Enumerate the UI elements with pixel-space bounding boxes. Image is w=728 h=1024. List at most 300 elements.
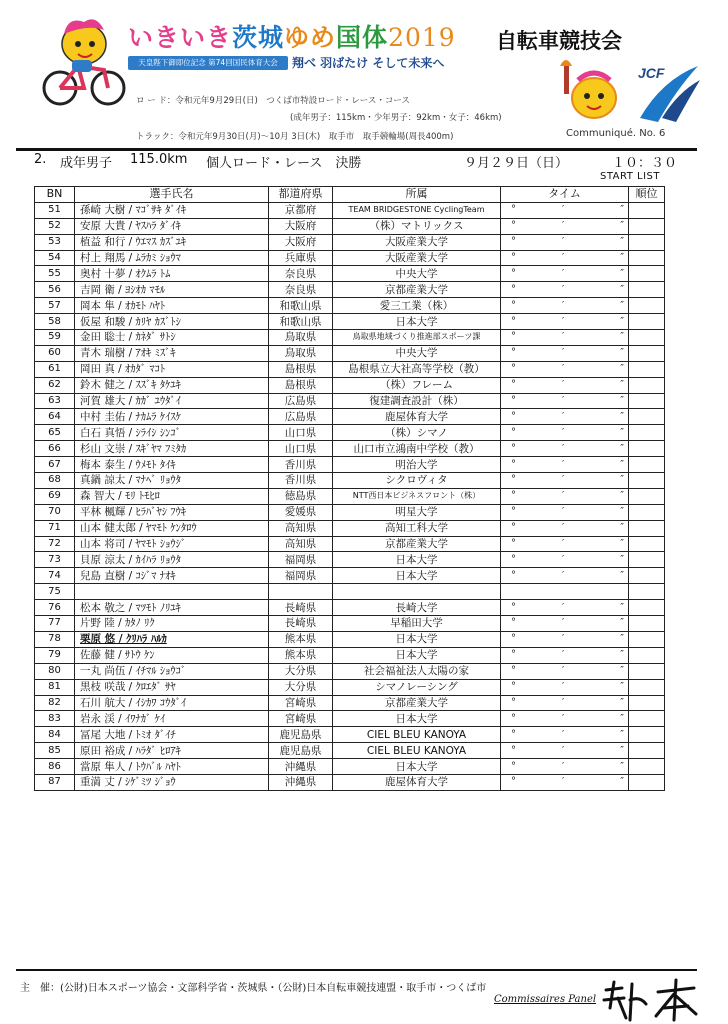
time-mark: ″ [620,410,625,422]
table-row [35,631,665,647]
column-header-name: 選手氏名 [75,187,269,203]
cell-affiliation [333,584,501,600]
cell-name [75,759,269,775]
cell-rank [629,616,665,632]
rider-name: 村上 翔馬 / ﾑﾗｶﾐ ｼｮｳﾏ [80,252,181,264]
cell-prefecture: 鳥取県 [269,330,333,346]
cell-affiliation: 明治大学 [333,457,501,473]
logo-title-part-4: 国体 [336,23,389,52]
cell-rank [629,743,665,759]
table-row [35,584,665,600]
table-row [35,727,665,743]
table-row [35,520,665,536]
rider-name: 兒島 直樹 / ｺｼﾞﾏ ﾅｵｷ [80,569,176,582]
cell-time [501,457,629,473]
cell-time [501,552,629,568]
cell-affiliation: シマノレーシング [333,679,501,695]
cell-prefecture: 徳島県 [269,488,333,504]
cell-prefecture: 宮崎県 [269,695,333,711]
time-mark: ′ [562,283,565,295]
time-mark: ° [511,649,516,661]
time-mark: ° [511,236,516,248]
cell-bn: 79 [35,647,75,663]
cell-prefecture: 鹿児島県 [269,727,333,743]
logo-title [128,18,456,54]
rider-name: 仮屋 和駿 / ｶﾘﾔ ｶｽﾞﾄｼ [80,315,181,328]
time-mark: ′ [562,665,565,677]
logo-banner: 天皇陛下御即位記念 第74回国民体育大会 [128,56,288,70]
cell-rank [629,520,665,536]
cell-time [501,679,629,695]
cell-prefecture: 和歌山県 [269,314,333,330]
cell-name [75,552,269,568]
table-row [35,600,665,616]
cell-name [75,457,269,473]
cell-name [75,568,269,584]
header-divider [16,148,697,151]
time-mark: ′ [562,204,565,216]
cell-bn: 73 [35,552,75,568]
cell-time [501,647,629,663]
cell-name [75,441,269,457]
cell-name [75,504,269,520]
cell-rank [629,727,665,743]
race-event: 個人ロード・レース 決勝 [206,156,362,171]
time-mark: ′ [562,506,565,518]
time-mark: ° [511,522,516,534]
cell-time [501,377,629,393]
time-mark: ° [511,426,516,438]
table-row [35,266,665,282]
time-mark: ° [511,331,516,343]
cell-name [75,727,269,743]
cell-bn: 54 [35,250,75,266]
cell-time [501,568,629,584]
cell-rank [629,695,665,711]
cell-name [75,282,269,298]
cell-time [501,250,629,266]
time-mark: ′ [562,426,565,438]
cell-rank [629,345,665,361]
race-time: １０：３０ [612,156,678,171]
cell-rank [629,679,665,695]
cell-name [75,600,269,616]
rider-name: 佐藤 健 / ｻﾄｳ ｹﾝ [80,649,155,662]
cell-name [75,377,269,393]
cell-prefecture: 和歌山県 [269,298,333,314]
cell-prefecture: 鳥取県 [269,345,333,361]
time-mark: ″ [620,617,625,629]
time-mark: ° [511,696,516,708]
cell-time [501,409,629,425]
time-mark: ′ [562,522,565,534]
rider-name: 冨尾 大地 / ﾄﾐｵ ﾀﾞｲﾁ [80,728,176,741]
time-mark: ° [511,410,516,422]
column-header-time: タイム [501,187,629,203]
cell-time [501,727,629,743]
time-mark: ″ [620,569,625,581]
cell-rank [629,473,665,489]
table-row [35,647,665,663]
table-row [35,218,665,234]
rider-name: 貝原 涼太 / ｶｲﾊﾗ ﾘｮｳﾀ [80,553,181,566]
cell-bn: 55 [35,266,75,282]
cell-affiliation: 社会福祉法人太陽の家 [333,663,501,679]
cell-prefecture: 山口県 [269,441,333,457]
cell-affiliation: 早稲田大学 [333,616,501,632]
time-mark: ′ [562,712,565,724]
cell-bn: 81 [35,679,75,695]
cell-bn: 58 [35,314,75,330]
cell-affiliation: 日本大学 [333,647,501,663]
table-row [35,409,665,425]
column-header-affiliation: 所属 [333,187,501,203]
time-mark: ′ [562,696,565,708]
cell-affiliation: 高知工科大学 [333,520,501,536]
cell-name [75,520,269,536]
table-row [35,345,665,361]
cell-bn: 72 [35,536,75,552]
time-mark: ′ [562,252,565,263]
table-header-row [35,187,665,203]
cell-prefecture: 熊本県 [269,647,333,663]
time-mark: ° [511,299,516,311]
time-mark: ° [511,538,516,550]
cell-bn: 83 [35,711,75,727]
time-mark: ′ [562,744,565,756]
time-mark: ″ [620,633,625,645]
mascot-cyclist-illustration [38,14,130,110]
time-mark: ″ [620,681,625,693]
cell-time [501,663,629,679]
cell-rank [629,488,665,504]
cell-affiliation: 大阪産業大学 [333,250,501,266]
rider-name: 黒枝 咲哉 / ｸﾛｴﾀﾞ ｻﾔ [80,681,176,694]
cell-bn: 53 [35,234,75,250]
time-mark: ′ [562,379,565,391]
table-row [35,473,665,489]
cell-prefecture: 大阪府 [269,234,333,250]
cell-rank [629,202,665,218]
cell-bn: 77 [35,616,75,632]
rider-name: 青木 瑞樹 / ｱｵｷ ﾐｽﾞｷ [80,347,176,360]
cell-bn: 65 [35,425,75,441]
cell-affiliation: 鹿屋体育大学 [333,409,501,425]
rider-name: 真鍋 諒太 / ﾏﾅﾍﾞ ﾘｮｳﾀ [80,474,181,487]
logo-year: 2019 [388,23,456,52]
table-row [35,361,665,377]
cell-bn: 56 [35,282,75,298]
race-title-line [34,152,704,170]
time-mark: ° [511,220,516,232]
cell-rank [629,568,665,584]
cell-time [501,441,629,457]
cell-rank [629,536,665,552]
table-row [35,250,665,266]
rider-name: 植益 和行 / ｳｴﾏｽ ｶｽﾞﾕｷ [80,236,187,249]
time-mark: ° [511,204,516,216]
cell-name [75,631,269,647]
time-mark: ″ [620,267,625,279]
cell-name [75,345,269,361]
time-mark: ″ [620,236,625,248]
time-mark: ′ [562,267,565,279]
cell-affiliation: 京都産業大学 [333,695,501,711]
table-row [35,774,665,790]
cell-name [75,695,269,711]
cell-time [501,473,629,489]
time-mark: ° [511,776,516,788]
cell-bn: 76 [35,600,75,616]
cell-bn: 62 [35,377,75,393]
cell-prefecture: 福岡県 [269,568,333,584]
time-mark: ″ [620,315,625,327]
rider-name: 松本 敬之 / ﾏﾂﾓﾄ ﾉﾘﾕｷ [80,601,181,614]
cell-rank [629,298,665,314]
cell-prefecture: 大分県 [269,663,333,679]
time-mark: ′ [562,363,565,375]
cell-name [75,409,269,425]
cell-time [501,743,629,759]
cell-rank [629,711,665,727]
cell-name [75,330,269,346]
cell-time [501,759,629,775]
cell-rank [629,282,665,298]
cell-time [501,345,629,361]
rider-name: 岩永 渓 / ｲﾜﾅｶﾞ ｹｲ [80,712,166,725]
cell-prefecture: 広島県 [269,409,333,425]
cell-bn: 60 [35,345,75,361]
rider-name: 河賀 雄大 / ｶｶﾞ ﾕｳﾀﾞｲ [80,395,181,408]
time-mark: ″ [620,760,625,772]
column-header-rank: 順位 [629,187,665,203]
table-row [35,393,665,409]
cell-name [75,647,269,663]
cell-affiliation: （株）シマノ [333,425,501,441]
rider-name: 原田 裕成 / ﾊﾗﾀﾞ ﾋﾛｱｷ [80,744,181,757]
table-row [35,282,665,298]
cell-affiliation: シクロヴィタ [333,473,501,489]
time-mark: ″ [620,331,625,343]
time-mark: ′ [562,633,565,645]
race-date: ９月２９日（日） [464,156,569,171]
cell-time [501,393,629,409]
footer-divider [16,969,697,971]
jcf-logo [632,60,702,126]
rider-name: 山本 将司 / ﾔﾏﾓﾄ ｼｮｳｼﾞ [80,538,187,551]
time-mark: ″ [620,696,625,708]
cell-time [501,282,629,298]
time-mark: ° [511,712,516,724]
cell-bn: 75 [35,584,75,600]
logo-slogan: 翔べ 羽ばたけ そして未来へ [292,56,445,70]
cell-affiliation: 日本大学 [333,759,501,775]
cell-affiliation: 大阪産業大学 [333,234,501,250]
time-mark: ° [511,665,516,677]
time-mark: ° [511,267,516,279]
cell-time [501,600,629,616]
handwritten-signature [596,978,708,1024]
cell-time [501,234,629,250]
cell-bn: 61 [35,361,75,377]
cell-time [501,218,629,234]
time-mark: ′ [562,569,565,581]
start-list-body [35,202,665,790]
time-mark: ″ [620,506,625,518]
logo-title-part-1: いきいき [128,23,233,52]
cell-prefecture: 京都府 [269,202,333,218]
rider-name: 栗原 悠 / ｸﾘﾊﾗ ﾊﾙｶ [80,633,167,646]
time-mark: ″ [620,522,625,534]
cell-rank [629,552,665,568]
table-row [35,616,665,632]
rider-name: 森 智大 / ﾓﾘ ﾄﾓﾋﾛ [80,490,160,503]
time-mark: ″ [620,363,625,375]
cell-rank [629,393,665,409]
cell-affiliation: 鳥取県地域づくり推進部スポーツ課 [333,330,501,346]
cell-rank [629,774,665,790]
cell-prefecture: 広島県 [269,393,333,409]
table-row [35,457,665,473]
cell-affiliation: TEAM BRIDGESTONE CyclingTeam [333,202,501,218]
time-mark: ″ [620,490,625,502]
cell-affiliation: 愛三工業（株） [333,298,501,314]
race-number: 2. [34,152,47,167]
cell-prefecture: 兵庫県 [269,250,333,266]
cell-time [501,298,629,314]
cell-affiliation: 明星大学 [333,504,501,520]
cell-prefecture: 山口県 [269,425,333,441]
table-row [35,425,665,441]
rider-name: 奥村 十夢 / ｵｸﾑﾗ ﾄﾑ [80,267,171,280]
table-row [35,711,665,727]
rider-name: 一丸 尚伍 / ｲﾁﾏﾙ ｼｮｳｺﾞ [80,665,187,678]
cell-rank [629,250,665,266]
cell-name [75,314,269,330]
time-mark: ′ [562,315,565,327]
time-mark: ′ [562,236,565,248]
cell-rank [629,361,665,377]
time-mark: ″ [620,553,625,565]
cell-time [501,425,629,441]
cell-affiliation: CIEL BLEU KANOYA [333,727,501,743]
rider-name: 中村 圭佑 / ﾅｶﾑﾗ ｹｲｽｹ [80,410,181,423]
cell-time [501,616,629,632]
cell-rank [629,457,665,473]
cell-name [75,250,269,266]
table-row [35,552,665,568]
cell-time [501,711,629,727]
cell-prefecture: 奈良県 [269,266,333,282]
time-mark: ″ [620,474,625,486]
time-mark: ° [511,760,516,772]
time-mark: ′ [562,331,565,343]
list-type-label: START LIST [600,171,661,182]
cell-name [75,266,269,282]
cell-prefecture: 長崎県 [269,616,333,632]
time-mark: ″ [620,347,625,359]
time-mark: ° [511,347,516,359]
cell-name [75,679,269,695]
cell-affiliation: NTT西日本ビジネスフロント（株） [333,488,501,504]
cell-name [75,234,269,250]
cell-prefecture: 島根県 [269,361,333,377]
cell-time [501,361,629,377]
time-mark: ″ [620,744,625,756]
time-mark: ″ [620,601,625,613]
cell-time [501,504,629,520]
rider-name: 梅本 泰生 / ｳﾒﾓﾄ ﾀｲｷ [80,458,176,471]
rider-name: 白石 真悟 / ｼﾗｲｼ ｼﾝｺﾞ [80,426,181,439]
time-mark: ° [511,681,516,693]
rider-name: 鈴木 健之 / ｽｽﾞｷ ﾀｹﾕｷ [80,379,181,392]
cell-prefecture: 高知県 [269,536,333,552]
cell-affiliation: 山口市立鴻南中学校（教） [333,441,501,457]
cell-time [501,488,629,504]
time-mark: ′ [562,649,565,661]
time-mark: ° [511,283,516,295]
cell-bn: 78 [35,631,75,647]
table-row [35,504,665,520]
event-title: 自転車競技会 [496,29,622,53]
cell-bn: 71 [35,520,75,536]
organizers-text: 主 催：(公財)日本スポーツ協会・文部科学省・茨城県・（公財)日本自転車競技連盟・取手市・つくば市 [20,983,487,994]
cell-affiliation: 日本大学 [333,552,501,568]
cell-affiliation: （株）マトリックス [333,218,501,234]
time-mark: ° [511,395,516,407]
time-mark: ° [511,553,516,565]
cell-affiliation: 日本大学 [333,711,501,727]
cell-time [501,695,629,711]
cell-prefecture: 愛媛県 [269,504,333,520]
cell-affiliation: 日本大学 [333,568,501,584]
cell-time [501,314,629,330]
time-mark: ′ [562,395,565,407]
cell-prefecture: 大阪府 [269,218,333,234]
cell-bn: 85 [35,743,75,759]
cell-rank [629,314,665,330]
cell-prefecture: 沖縄県 [269,759,333,775]
cell-affiliation: 日本大学 [333,314,501,330]
cell-name [75,584,269,600]
communique-number: Communiqué. No. 6 [566,128,666,139]
cell-name [75,743,269,759]
rider-name: 片野 陸 / ｶﾀﾉ ﾘｸ [80,617,155,630]
cell-bn: 86 [35,759,75,775]
cell-time [501,330,629,346]
race-category: 成年男子 [60,156,113,171]
time-mark: ° [511,442,516,454]
table-row [35,759,665,775]
rider-name: 杉山 文崇 / ｽｷﾞﾔﾏ ﾌﾐﾀｶ [80,442,187,455]
time-mark: ° [511,633,516,645]
cell-prefecture: 奈良県 [269,282,333,298]
time-mark: ′ [562,760,565,772]
time-mark: ′ [562,553,565,565]
cell-bn: 57 [35,298,75,314]
rider-name: 平林 楓輝 / ﾋﾗﾊﾞﾔｼ ﾌｳｷ [80,506,187,519]
cell-prefecture: 大分県 [269,679,333,695]
cell-name [75,536,269,552]
table-row [35,377,665,393]
cell-rank [629,647,665,663]
time-mark: ″ [620,395,625,407]
table-row [35,488,665,504]
cell-prefecture: 香川県 [269,457,333,473]
commissaires-panel-label: Commissaires Panel [494,994,597,1005]
time-mark: ′ [562,442,565,454]
time-mark: ′ [562,299,565,311]
